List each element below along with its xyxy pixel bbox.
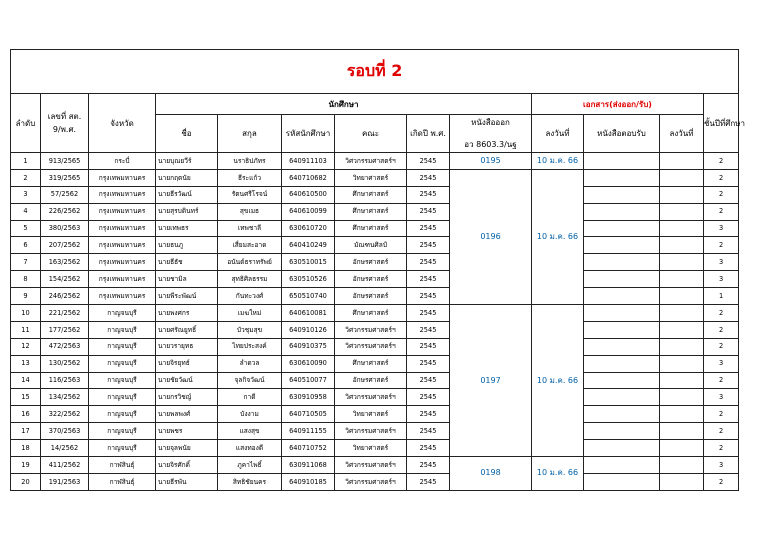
cell-faculty: วิทยาศาสตร์: [335, 406, 407, 423]
cell-name: นายสุรบดินทร์: [156, 203, 218, 220]
cell-no: 11: [11, 321, 41, 338]
cell-reply-date: [660, 372, 704, 389]
cell-province: กาญจนบุรี: [89, 440, 156, 457]
cell-birth-year: 2545: [407, 423, 450, 440]
cell-birth-year: 2545: [407, 220, 450, 237]
cell-no: 16: [11, 406, 41, 423]
cell-no: 12: [11, 338, 41, 355]
table-row: [11, 305, 739, 322]
cell-student-id: 630510015: [282, 254, 335, 271]
cell-case-no: 913/2565: [41, 153, 89, 170]
student-table: [10, 49, 745, 491]
cell-surname: ภูคาไพธิ์: [218, 457, 282, 474]
cell-province: กรุงเทพมหานคร: [89, 254, 156, 271]
cell-student-id: 640410249: [282, 237, 335, 254]
cell-reply-letter: [584, 220, 660, 237]
cell-reply-letter: [584, 423, 660, 440]
table-row: [11, 288, 739, 305]
cell-surname: นราธิปภัทร: [218, 153, 282, 170]
cell-surname: สุทธิศิลธรรม: [218, 271, 282, 288]
cell-case-no: 411/2562: [41, 457, 89, 474]
header-no: ลำดับ: [11, 94, 41, 153]
cell-name: นายชัยวัฒน์: [156, 372, 218, 389]
cell-case-no: 472/2563: [41, 338, 89, 355]
cell-name: นายพงศกร: [156, 305, 218, 322]
cell-reply-date: [660, 440, 704, 457]
cell-province: กรุงเทพมหานคร: [89, 288, 156, 305]
cell-faculty: วิศวกรรมศาสตร์ฯ: [335, 321, 407, 338]
cell-birth-year: 2545: [407, 457, 450, 474]
cell-year-level: 3: [704, 389, 739, 406]
cell-surname: ธีระแก้ว: [218, 169, 282, 186]
cell-faculty: ศึกษาศาสตร์: [335, 355, 407, 372]
cell-no: 15: [11, 389, 41, 406]
cell-case-no: 221/2562: [41, 305, 89, 322]
cell-name: นายจุลพนัย: [156, 440, 218, 457]
cell-no: 9: [11, 288, 41, 305]
cell-case-no: 134/2562: [41, 389, 89, 406]
cell-name: นายธนภู: [156, 237, 218, 254]
cell-reply-letter: [584, 338, 660, 355]
header-reply-letter: หนังสือตอบรับ: [584, 115, 660, 153]
cell-outgoing-letter: 0197: [450, 305, 532, 457]
cell-no: 8: [11, 271, 41, 288]
table-row: [11, 271, 739, 288]
cell-no: 1: [11, 153, 41, 170]
cell-faculty: ศึกษาศาสตร์: [335, 203, 407, 220]
cell-name: นายบุณยวีร์: [156, 153, 218, 170]
cell-province: กาญจนบุรี: [89, 355, 156, 372]
cell-name: นายธีรวัฒน์: [156, 186, 218, 203]
cell-student-id: 640910126: [282, 321, 335, 338]
cell-year-level: 3: [704, 254, 739, 271]
cell-faculty: วิทยาศาสตร์: [335, 440, 407, 457]
cell-reply-date: [660, 203, 704, 220]
cell-outgoing-letter: 0196: [450, 169, 532, 304]
cell-reply-letter: [584, 389, 660, 406]
header-surname: สกุล: [218, 115, 282, 153]
cell-student-id: 640610081: [282, 305, 335, 322]
cell-reply-date: [660, 321, 704, 338]
cell-reply-letter: [584, 372, 660, 389]
page-title: รอบที่ 2: [11, 50, 739, 94]
cell-birth-year: 2545: [407, 186, 450, 203]
cell-reply-date: [660, 254, 704, 271]
cell-year-level: 2: [704, 338, 739, 355]
cell-case-no: 380/2563: [41, 220, 89, 237]
cell-reply-date: [660, 305, 704, 322]
cell-student-id: 640710682: [282, 169, 335, 186]
header-outgoing-letter: หนังสือออก อว 8603.3/นฐ: [450, 115, 532, 153]
cell-name: นายธีธัช: [156, 254, 218, 271]
cell-reply-date: [660, 355, 704, 372]
table-row: [11, 355, 739, 372]
cell-no: 5: [11, 220, 41, 237]
cell-case-no: 154/2562: [41, 271, 89, 288]
table-row: [11, 203, 739, 220]
table-row: [11, 186, 739, 203]
cell-province: กรุงเทพมหานคร: [89, 237, 156, 254]
cell-case-no: 14/2562: [41, 440, 89, 457]
cell-surname: สิทธิชัยนคร: [218, 473, 282, 490]
cell-province: กาญจนบุรี: [89, 372, 156, 389]
cell-reply-date: [660, 406, 704, 423]
cell-faculty: วิศวกรรมศาสตร์ฯ: [335, 457, 407, 474]
cell-student-id: 650510740: [282, 288, 335, 305]
header-birth-year: เกิดปี พ.ศ.: [407, 115, 450, 153]
table-row: [11, 237, 739, 254]
cell-year-level: 2: [704, 203, 739, 220]
cell-faculty: วิศวกรรมศาสตร์ฯ: [335, 153, 407, 170]
cell-no: 14: [11, 372, 41, 389]
cell-year-level: 3: [704, 457, 739, 474]
cell-year-level: 2: [704, 440, 739, 457]
cell-name: นายศรัณยูทธิ์: [156, 321, 218, 338]
header-student-group: นักศึกษา: [156, 94, 532, 115]
header-documents-group: เอกสาร(ส่งออก/รับ): [532, 94, 704, 115]
cell-year-level: 2: [704, 473, 739, 490]
cell-case-no: 116/2563: [41, 372, 89, 389]
cell-reply-date: [660, 220, 704, 237]
cell-reply-date: [660, 237, 704, 254]
cell-province: กาญจนบุรี: [89, 338, 156, 355]
cell-reply-date: [660, 288, 704, 305]
cell-reply-letter: [584, 271, 660, 288]
cell-reply-letter: [584, 153, 660, 170]
cell-no: 6: [11, 237, 41, 254]
cell-no: 20: [11, 473, 41, 490]
cell-no: 17: [11, 423, 41, 440]
cell-name: นายกรวิชญ์: [156, 389, 218, 406]
cell-student-id: 640710505: [282, 406, 335, 423]
table-row: [11, 406, 739, 423]
cell-name: นายจิรยุทธ์: [156, 355, 218, 372]
cell-name: นายกฤตนัย: [156, 169, 218, 186]
table-row: [11, 338, 739, 355]
header-student-id: รหัสนักศึกษา: [282, 115, 335, 153]
cell-reply-letter: [584, 355, 660, 372]
cell-surname: ไทยประสงค์: [218, 338, 282, 355]
cell-province: กาญจนบุรี: [89, 389, 156, 406]
cell-surname: เทพชาลี: [218, 220, 282, 237]
cell-case-no: 246/2562: [41, 288, 89, 305]
cell-case-no: 319/2565: [41, 169, 89, 186]
cell-out-date: 10 ม.ค. 66: [532, 305, 584, 457]
cell-reply-letter: [584, 406, 660, 423]
cell-birth-year: 2545: [407, 153, 450, 170]
cell-province: กรุงเทพมหานคร: [89, 203, 156, 220]
cell-reply-letter: [584, 186, 660, 203]
cell-surname: สุขเมธ: [218, 203, 282, 220]
cell-faculty: วิศวกรรมศาสตร์ฯ: [335, 389, 407, 406]
cell-reply-date: [660, 423, 704, 440]
cell-name: นายวรายุทธ: [156, 338, 218, 355]
header-year-level: ชั้นปีที่ศึกษา: [704, 94, 739, 153]
cell-birth-year: 2545: [407, 406, 450, 423]
cell-year-level: 3: [704, 220, 739, 237]
cell-student-id: 640910185: [282, 473, 335, 490]
header-reply-date: ลงวันที่: [660, 115, 704, 153]
header-faculty: คณะ: [335, 115, 407, 153]
header-case-no: เลขที่ สต. 9/พ.ศ.: [41, 94, 89, 153]
cell-student-id: 630510526: [282, 271, 335, 288]
cell-faculty: ศึกษาศาสตร์: [335, 220, 407, 237]
cell-faculty: วิศวกรรมศาสตร์ฯ: [335, 473, 407, 490]
cell-no: 13: [11, 355, 41, 372]
cell-case-no: 370/2563: [41, 423, 89, 440]
cell-province: กาญจนบุรี: [89, 321, 156, 338]
cell-year-level: 2: [704, 406, 739, 423]
cell-surname: แสงทองดี: [218, 440, 282, 457]
cell-birth-year: 2545: [407, 355, 450, 372]
cell-outgoing-letter: 0198: [450, 457, 532, 491]
cell-name: นายพลพงศ์: [156, 406, 218, 423]
cell-name: นายพชร: [156, 423, 218, 440]
table-row: [11, 389, 739, 406]
cell-student-id: 630910958: [282, 389, 335, 406]
cell-province: กระบี่: [89, 153, 156, 170]
cell-no: 2: [11, 169, 41, 186]
cell-year-level: 2: [704, 423, 739, 440]
cell-case-no: 163/2562: [41, 254, 89, 271]
cell-out-date: 10 ม.ค. 66: [532, 457, 584, 491]
document-sheet: [10, 49, 745, 490]
cell-province: กรุงเทพมหานคร: [89, 271, 156, 288]
header-name: ชื่อ: [156, 115, 218, 153]
cell-faculty: มัณฑนศิลป์: [335, 237, 407, 254]
cell-reply-letter: [584, 203, 660, 220]
cell-student-id: 640910375: [282, 338, 335, 355]
table-row: [11, 372, 739, 389]
cell-surname: เสี่ยมสะอาด: [218, 237, 282, 254]
cell-no: 4: [11, 203, 41, 220]
cell-province: กาญจนบุรี: [89, 406, 156, 423]
cell-birth-year: 2545: [407, 372, 450, 389]
cell-student-id: 630911068: [282, 457, 335, 474]
cell-reply-letter: [584, 288, 660, 305]
cell-birth-year: 2545: [407, 321, 450, 338]
cell-surname: ลำดวล: [218, 355, 282, 372]
cell-surname: เมฆใหม่: [218, 305, 282, 322]
cell-no: 18: [11, 440, 41, 457]
cell-name: นายพีระพัฒน์: [156, 288, 218, 305]
cell-faculty: อักษรศาสตร์: [335, 254, 407, 271]
cell-reply-date: [660, 473, 704, 490]
cell-reply-letter: [584, 321, 660, 338]
cell-birth-year: 2545: [407, 288, 450, 305]
cell-student-id: 640610099: [282, 203, 335, 220]
cell-reply-letter: [584, 305, 660, 322]
cell-case-no: 130/2562: [41, 355, 89, 372]
header-province: จังหวัด: [89, 94, 156, 153]
cell-birth-year: 2545: [407, 440, 450, 457]
table-row: [11, 153, 739, 170]
header-out-date: ลงวันที่: [532, 115, 584, 153]
cell-faculty: ศึกษาศาสตร์: [335, 186, 407, 203]
cell-surname: แสงสุข: [218, 423, 282, 440]
cell-year-level: 2: [704, 237, 739, 254]
cell-case-no: 57/2562: [41, 186, 89, 203]
cell-province: กาฬสินธุ์: [89, 457, 156, 474]
cell-birth-year: 2545: [407, 237, 450, 254]
cell-outgoing-letter: 0195: [450, 153, 532, 170]
cell-province: กรุงเทพมหานคร: [89, 220, 156, 237]
cell-surname: รัตนศรีโรจน์: [218, 186, 282, 203]
cell-province: กาญจนบุรี: [89, 305, 156, 322]
cell-student-id: 640610500: [282, 186, 335, 203]
cell-faculty: วิศวกรรมศาสตร์ฯ: [335, 423, 407, 440]
cell-out-date: 10 ม.ค. 66: [532, 169, 584, 304]
cell-surname: อนันต์ธราทรัพย์: [218, 254, 282, 271]
cell-reply-date: [660, 338, 704, 355]
table-row: [11, 254, 739, 271]
cell-surname: บัวชุมสุข: [218, 321, 282, 338]
cell-reply-letter: [584, 473, 660, 490]
cell-surname: จุลกิจวัฒน์: [218, 372, 282, 389]
cell-student-id: 640911103: [282, 153, 335, 170]
cell-student-id: 630610090: [282, 355, 335, 372]
cell-faculty: ศึกษาศาสตร์: [335, 305, 407, 322]
cell-reply-date: [660, 457, 704, 474]
cell-year-level: 2: [704, 153, 739, 170]
table-row: [11, 220, 739, 237]
table-row: [11, 440, 739, 457]
cell-case-no: 207/2562: [41, 237, 89, 254]
cell-birth-year: 2545: [407, 389, 450, 406]
cell-year-level: 2: [704, 305, 739, 322]
cell-name: นายชามิล: [156, 271, 218, 288]
cell-reply-letter: [584, 457, 660, 474]
cell-reply-date: [660, 271, 704, 288]
cell-no: 3: [11, 186, 41, 203]
cell-birth-year: 2545: [407, 271, 450, 288]
cell-case-no: 226/2562: [41, 203, 89, 220]
cell-surname: กันทะวงศ์: [218, 288, 282, 305]
cell-province: กาญจนบุรี: [89, 423, 156, 440]
cell-birth-year: 2545: [407, 338, 450, 355]
cell-year-level: 3: [704, 355, 739, 372]
table-row: [11, 457, 739, 474]
cell-reply-date: [660, 389, 704, 406]
cell-faculty: อักษรศาสตร์: [335, 372, 407, 389]
cell-name: นายเทพธร: [156, 220, 218, 237]
cell-reply-letter: [584, 237, 660, 254]
cell-surname: บังงาม: [218, 406, 282, 423]
cell-reply-letter: [584, 254, 660, 271]
cell-province: กรุงเทพมหานคร: [89, 186, 156, 203]
cell-case-no: 177/2562: [41, 321, 89, 338]
cell-surname: กาดี: [218, 389, 282, 406]
table-row: [11, 169, 739, 186]
cell-case-no: 191/2563: [41, 473, 89, 490]
cell-province: กรุงเทพมหานคร: [89, 169, 156, 186]
cell-faculty: วิศวกรรมศาสตร์ฯ: [335, 338, 407, 355]
cell-birth-year: 2545: [407, 305, 450, 322]
cell-out-date: 10 ม.ค. 66: [532, 153, 584, 170]
cell-faculty: อักษรศาสตร์: [335, 288, 407, 305]
cell-reply-date: [660, 169, 704, 186]
cell-reply-letter: [584, 440, 660, 457]
cell-birth-year: 2545: [407, 169, 450, 186]
cell-year-level: 2: [704, 186, 739, 203]
cell-reply-letter: [584, 169, 660, 186]
cell-reply-date: [660, 186, 704, 203]
cell-faculty: วิทยาศาสตร์: [335, 169, 407, 186]
cell-year-level: 1: [704, 288, 739, 305]
cell-student-id: 640911155: [282, 423, 335, 440]
cell-name: นายธีรพัน: [156, 473, 218, 490]
cell-no: 19: [11, 457, 41, 474]
cell-year-level: 2: [704, 169, 739, 186]
cell-no: 10: [11, 305, 41, 322]
cell-birth-year: 2545: [407, 254, 450, 271]
table-row: [11, 321, 739, 338]
cell-year-level: 3: [704, 271, 739, 288]
cell-year-level: 2: [704, 321, 739, 338]
cell-case-no: 322/2562: [41, 406, 89, 423]
cell-year-level: 2: [704, 372, 739, 389]
cell-student-id: 640510077: [282, 372, 335, 389]
cell-reply-date: [660, 153, 704, 170]
cell-student-id: 630610720: [282, 220, 335, 237]
cell-student-id: 640710752: [282, 440, 335, 457]
cell-faculty: อักษรศาสตร์: [335, 271, 407, 288]
cell-birth-year: 2545: [407, 473, 450, 490]
cell-name: นายจิรศักดิ์: [156, 457, 218, 474]
table-row: [11, 473, 739, 490]
cell-no: 7: [11, 254, 41, 271]
cell-province: กาฬสินธุ์: [89, 473, 156, 490]
cell-birth-year: 2545: [407, 203, 450, 220]
table-row: [11, 423, 739, 440]
